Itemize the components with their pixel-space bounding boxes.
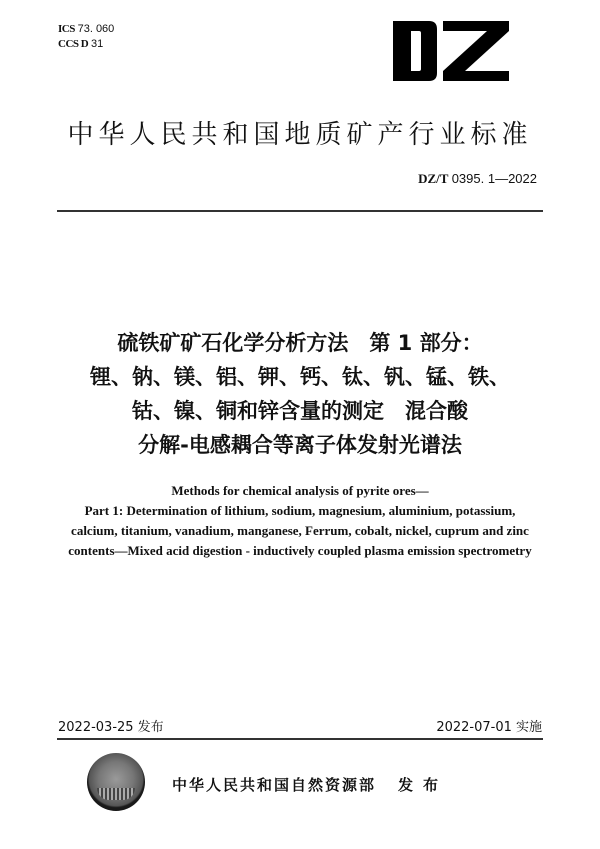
english-title-line: Part 1: Determination of lithium, sodium, magnesium, aluminium, potassium, [84, 503, 516, 518]
standard-number [418, 171, 537, 187]
ministry-seal-icon [87, 753, 145, 811]
chinese-title-line: 分解-电感耦合等离子体发射光谱法 [138, 433, 462, 457]
english-title-line: Methods for chemical analysis of pyrite ores— [171, 483, 429, 498]
english-title [0, 481, 600, 561]
standard-value: 0395. 1—2022 [451, 171, 537, 186]
chinese-title-line: 硫铁矿矿石化学分析方法 第 1 部分： [117, 331, 483, 355]
issue-date: 2022-03-25 发布 [58, 720, 164, 735]
issue-label: 发布 [398, 776, 449, 794]
classification-codes [58, 22, 114, 52]
ics-value: 73. 060 [77, 23, 115, 35]
seal-base-decoration [97, 788, 135, 800]
ics-code [58, 22, 114, 37]
implementation-date: 2022-07-01 实施 [436, 720, 542, 735]
ccs-value: 31 [90, 38, 104, 50]
chinese-title-line: 锂、钠、镁、铝、钾、钙、钛、钒、锰、铁、 [90, 365, 510, 389]
chinese-title [0, 326, 600, 462]
ccs-code [58, 37, 114, 52]
issuing-authority: 中华人民共和国自然资源部 [172, 776, 377, 794]
english-title-line: calcium, titanium, vanadium, manganese, Ferrum, cobalt, nickel, cuprum and zinc [71, 523, 529, 538]
bottom-divider [57, 738, 543, 740]
ccs-label: CCS D [58, 38, 89, 50]
english-title-line: contents—Mixed acid digestion - inductively coupled plasma emission spectrometry [68, 543, 532, 558]
top-divider [57, 210, 543, 212]
standard-prefix: DZ/T [418, 171, 449, 186]
ics-label: ICS [58, 23, 75, 35]
dz-logo-icon [393, 21, 509, 81]
industry-title: 中华人民共和国地质矿产行业标准 [67, 120, 533, 150]
chinese-title-line: 钴、镍、铜和锌含量的测定 混合酸 [132, 399, 468, 423]
